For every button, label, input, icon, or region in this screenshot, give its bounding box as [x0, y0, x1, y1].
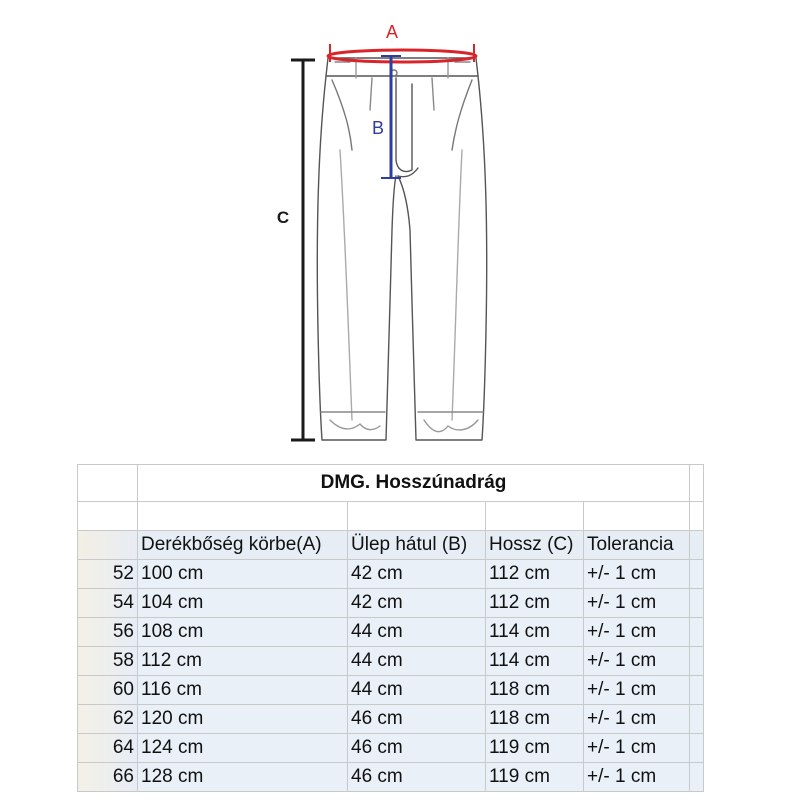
- size-cell: 56: [78, 618, 138, 647]
- header-tolerance: Tolerancia: [584, 531, 690, 560]
- length-cell: 114 cm: [486, 618, 584, 647]
- table-row: [78, 589, 704, 618]
- seat-cell: 44 cm: [348, 618, 486, 647]
- size-cell: 64: [78, 734, 138, 763]
- size-cell: 66: [78, 763, 138, 792]
- waist-cell: 112 cm: [138, 647, 348, 676]
- trousers-illustration: [317, 58, 486, 440]
- tolerance-cell: +/- 1 cm: [584, 560, 690, 589]
- length-cell: 112 cm: [486, 560, 584, 589]
- length-cell: 118 cm: [486, 705, 584, 734]
- waist-cell: 104 cm: [138, 589, 348, 618]
- table-row: [78, 560, 704, 589]
- seat-cell: 44 cm: [348, 676, 486, 705]
- seat-cell: 44 cm: [348, 647, 486, 676]
- tolerance-cell: +/- 1 cm: [584, 676, 690, 705]
- table-row: [78, 618, 704, 647]
- tolerance-cell: +/- 1 cm: [584, 618, 690, 647]
- seat-cell: 42 cm: [348, 589, 486, 618]
- label-b: B: [371, 118, 385, 138]
- size-cell: 60: [78, 676, 138, 705]
- header-length: Hossz (C): [486, 531, 584, 560]
- table-header-row: [78, 531, 704, 560]
- header-seat: Ülep hátul (B): [348, 531, 486, 560]
- table-row: [78, 734, 704, 763]
- size-cell: 54: [78, 589, 138, 618]
- spacer-row: [78, 502, 704, 531]
- tolerance-cell: +/- 1 cm: [584, 589, 690, 618]
- length-cell: 114 cm: [486, 647, 584, 676]
- header-waist: Derékbőség körbe(A): [138, 531, 348, 560]
- table-row: [78, 676, 704, 705]
- length-cell: 118 cm: [486, 676, 584, 705]
- table-title-row: [78, 465, 704, 502]
- waist-cell: 124 cm: [138, 734, 348, 763]
- label-c: C: [276, 208, 290, 227]
- seat-cell: 46 cm: [348, 763, 486, 792]
- label-a: A: [385, 22, 399, 42]
- seat-cell: 42 cm: [348, 560, 486, 589]
- size-chart-table: [77, 464, 704, 792]
- size-cell: 58: [78, 647, 138, 676]
- tolerance-cell: +/- 1 cm: [584, 647, 690, 676]
- tolerance-cell: +/- 1 cm: [584, 734, 690, 763]
- table-row: [78, 705, 704, 734]
- size-cell: 62: [78, 705, 138, 734]
- length-cell: 112 cm: [486, 589, 584, 618]
- waist-cell: 100 cm: [138, 560, 348, 589]
- waist-cell: 108 cm: [138, 618, 348, 647]
- table-row: [78, 647, 704, 676]
- table-title: DMG. Hosszúnadrág: [138, 465, 690, 502]
- seat-cell: 46 cm: [348, 734, 486, 763]
- table-row: [78, 763, 704, 792]
- length-measure-marker: [277, 60, 315, 440]
- waist-cell: 116 cm: [138, 676, 348, 705]
- waist-measure-marker: [328, 22, 476, 62]
- size-cell: 52: [78, 560, 138, 589]
- waist-cell: 128 cm: [138, 763, 348, 792]
- seat-cell: 46 cm: [348, 705, 486, 734]
- length-cell: 119 cm: [486, 734, 584, 763]
- waist-cell: 120 cm: [138, 705, 348, 734]
- length-cell: 119 cm: [486, 763, 584, 792]
- tolerance-cell: +/- 1 cm: [584, 763, 690, 792]
- tolerance-cell: +/- 1 cm: [584, 705, 690, 734]
